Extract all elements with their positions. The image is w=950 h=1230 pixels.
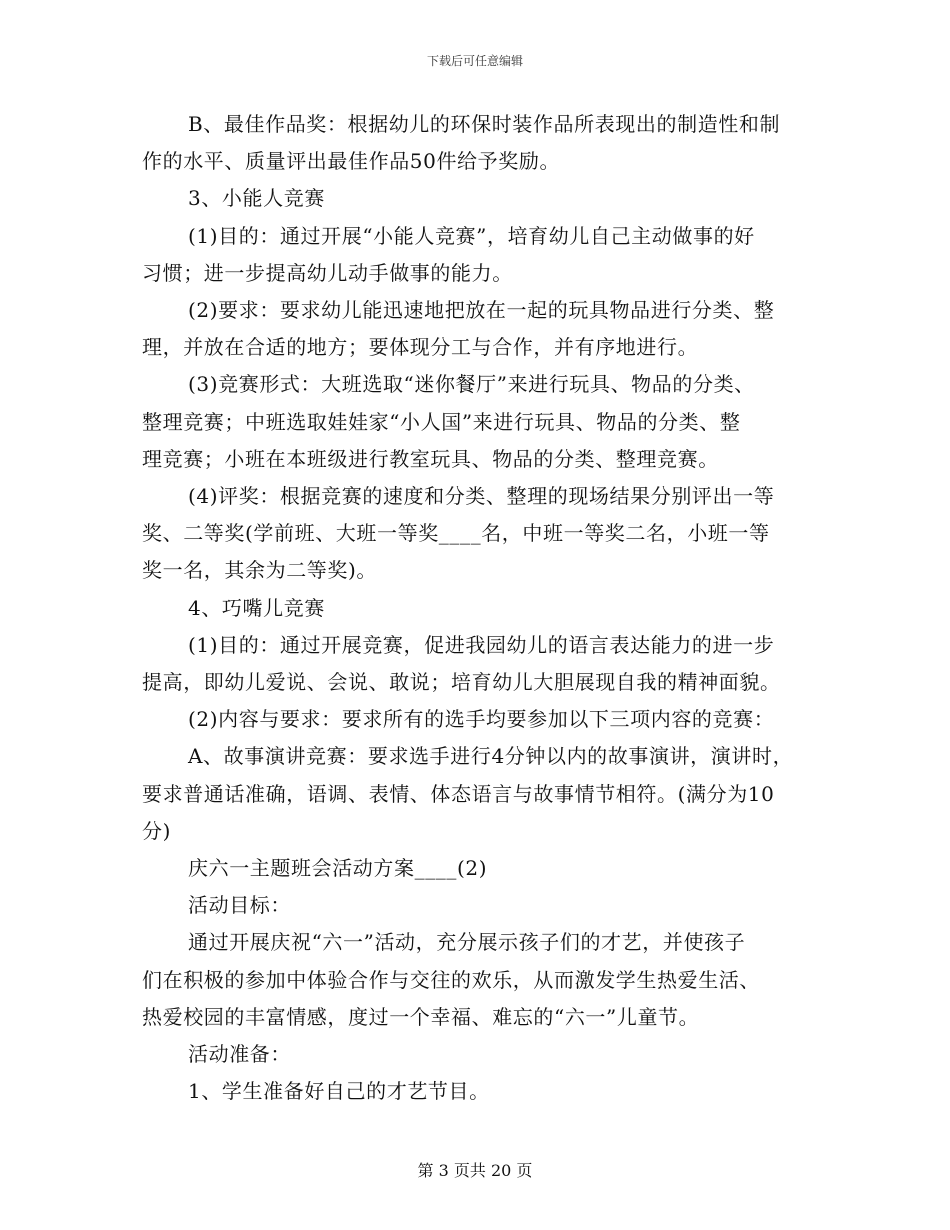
- section-heading: 活动目标：: [188, 893, 291, 918]
- paragraph-line: (2)内容与要求：要求所有的选手均要参加以下三项内容的竞赛：: [188, 707, 775, 732]
- paragraph-line: 理竞赛；小班在本班级进行教室玩具、物品的分类、整理竞赛。: [142, 446, 719, 471]
- paragraph-line: 整理竞赛；中班选取娃娃家“小人国”来进行玩具、物品的分类、整: [142, 409, 741, 434]
- section-heading: 4、巧嘴儿竞赛: [188, 595, 325, 620]
- paragraph-line: 奖、二等奖(学前班、大班一等奖____名，中班一等奖二名，小班一等: [142, 521, 770, 546]
- section-heading: 活动准备：: [188, 1042, 291, 1067]
- paragraph-line: (3)竞赛形式：大班选取“迷你餐厅”来进行玩具、物品的分类、: [188, 372, 755, 397]
- page-footer: 第 3 页共 20 页: [417, 1161, 533, 1180]
- paragraph-line: 1、学生准备好自己的才艺节目。: [188, 1079, 490, 1104]
- paragraph-line: 要求普通话准确，语调、表情、体态语言与故事情节相符。(满分为10: [142, 781, 775, 806]
- paragraph-line: 热爱校园的丰富情感，度过一个幸福、难忘的“六一”儿童节。: [142, 1004, 700, 1029]
- paragraph-line: 们在积极的参加中体验合作与交往的欢乐，从而激发学生热爱生活、: [142, 967, 760, 992]
- paragraph-line: (4)评奖：根据竞赛的速度和分类、整理的现场结果分别评出一等: [188, 484, 775, 509]
- paragraph-line: 奖一名，其余为二等奖)。: [142, 558, 378, 583]
- paragraph-line: 理，并放在合适的地方；要体现分工与合作，并有序地进行。: [142, 335, 699, 360]
- section-heading: 3、小能人竞赛: [188, 186, 325, 211]
- page-header: 下载后可任意编辑: [426, 54, 523, 68]
- document-title: 庆六一主题班会活动方案____(2): [188, 856, 488, 881]
- paragraph-line: 分): [142, 818, 172, 843]
- document-body: [142, 106, 810, 1110]
- paragraph-line: A、故事演讲竞赛：要求选手进行4分钟以内的故事演讲，演讲时，: [188, 744, 794, 769]
- paragraph-line: 作的水平、质量评出最佳作品50件给予奖励。: [142, 149, 561, 174]
- paragraph-line: (1)目的：通过开展“小能人竞赛”，培育幼儿自己主动做事的好: [188, 223, 755, 248]
- paragraph-line: 提高，即幼儿爱说、会说、敢说；培育幼儿大胆展现自我的精神面貌。: [142, 670, 781, 695]
- paragraph-line: 通过开展庆祝“六一”活动，充分展示孩子们的才艺，并使孩子: [188, 930, 746, 955]
- paragraph-line: 习惯；进一步提高幼儿动手做事的能力。: [142, 260, 513, 285]
- paragraph-line: B、最佳作品奖：根据幼儿的环保时装作品所表现出的制造性和制: [188, 112, 781, 136]
- paragraph-line: (2)要求：要求幼儿能迅速地把放在一起的玩具物品进行分类、整: [188, 298, 775, 323]
- paragraph-line: (1)目的：通过开展竞赛，促进我园幼儿的语言表达能力的进一步: [188, 632, 775, 657]
